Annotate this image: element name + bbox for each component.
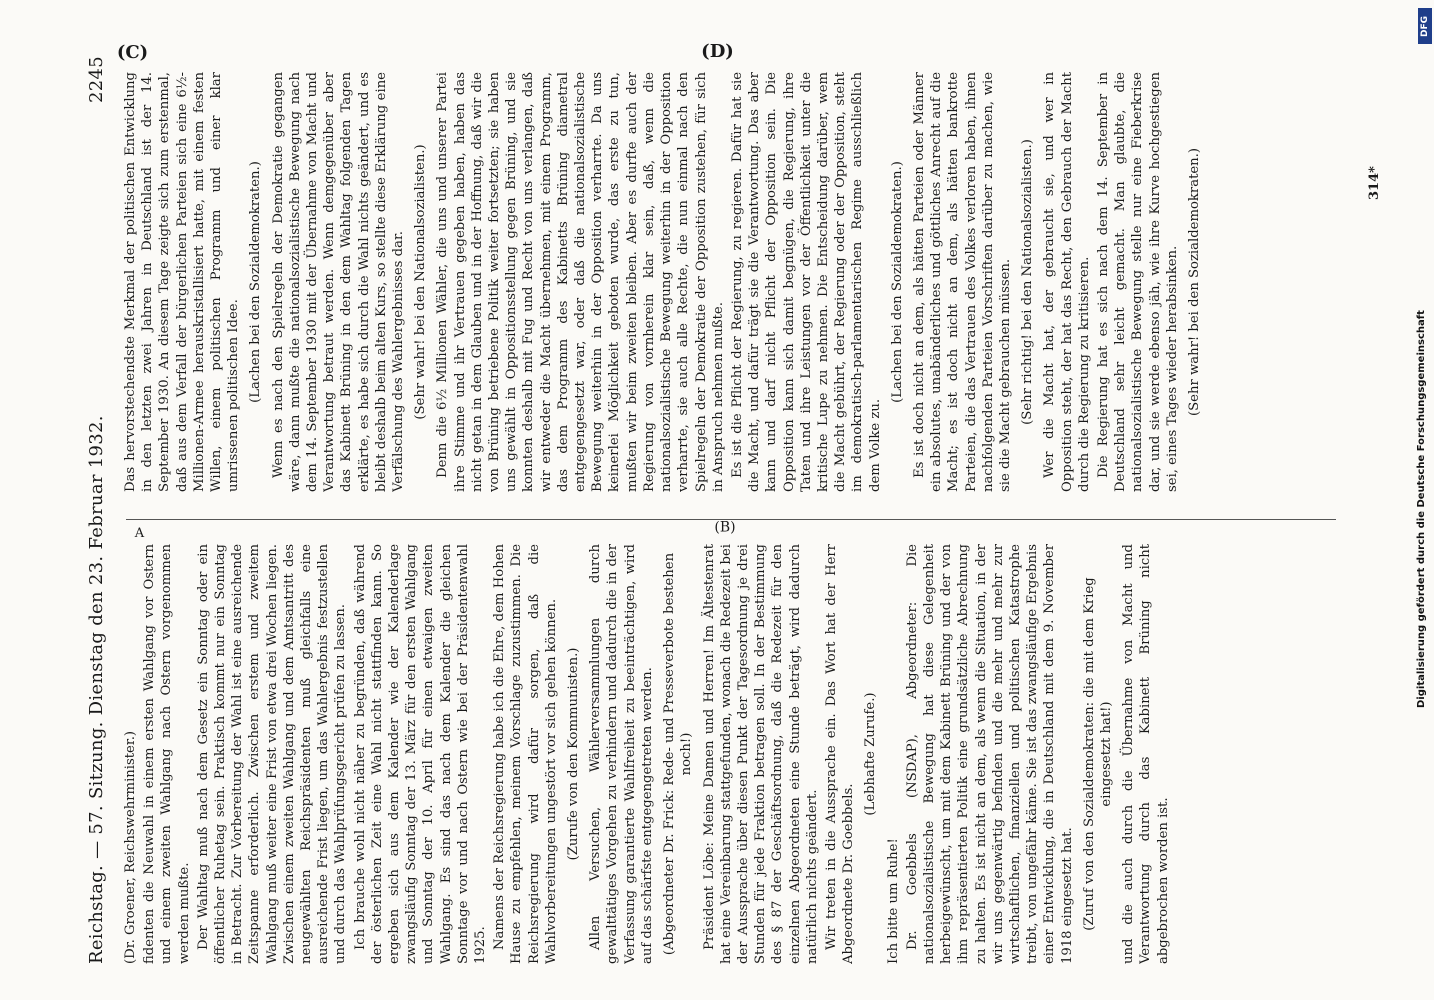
rotated-page-content [82, 41, 1402, 970]
paragraph: (Abgeordneter Dr. Frick: Rede- und Presseverbote bestehen noch!) [662, 552, 695, 956]
paragraph: fidenten die Neuwahl in einem ersten Wahlgang vor Ostern und einem zweiten Wahlgang nach Ostern vorgenommen werden mußte. [142, 544, 192, 964]
paragraph: Es ist die Pflicht der Regierung, zu regieren. Dafür hat sie die Macht, und dafür trägt sie die Verantwortung. Das aber kann und darf nicht Pflicht der Opposition sein. Die Opposition kann sich damit begnügen, die Regierung, ihre Taten und ihre Leistungen vor der Öffentlichkeit unter die kritische Lupe zu nehmen. Die Entscheidung darüber, wem die Macht gebührt, der Regierung oder der Opposition, steht im demokratisch-parlamentarischen Regime ausschließlich dem Volke zu. [729, 72, 883, 492]
margin-marker-c: (C) [116, 41, 149, 63]
paragraph: Das hervorstechendste Merkmal der politischen Entwicklung in den letzten zwei Jahren in Deutschland ist der 14. September 1930. An diesem Tage zeigte sich zum erstenmal, daß aus dem Verfall der bürgerlichen Parteien sich eine 6½-Millionen-Armee herauskristallisiert hatte, mit einem festen Willen, einem politischen Programm und einer klar umrissenen politischen Idee. [123, 72, 242, 492]
paragraph: (Sehr wahr! bei den Sozialdemokraten.) [1186, 148, 1202, 416]
left-text-column [122, 544, 1352, 964]
paragraph: Allen Versuchen, Wählerversammlungen durch gewalttätiges Vorgehen zu verhindern und dadurch die in der Verfassung garantierte Wahlfreiheit zu beeinträchtigen, wird auf das schärfste entgegengetreten werden. [588, 544, 655, 964]
paragraph: Namens der Reichsregierung habe ich die Ehre, dem Hohen Hause zu empfehlen, meinem Vorschlage zuzustimmen. Die Reichsregierung wird dafür sorgen, daß die Wahlvorbereitungen ungestört vor sich gehen können. [492, 544, 559, 964]
paragraph: Präsident Löbe: Meine Damen und Herren! Im Ältestenrat hat eine Vereinbarung stattgefunden, wonach die Redezeit bei der Aussprache über diesen Punkt der Tagesordnung je drei Stunden für jede Fraktion betragen soll. In der Bestimmung des § 87 der Geschäftsordnung, daß die Redezeit für den einzelnen Abgeordneten eine Stunde beträgt, wird dadurch natürlich nichts geändert. [701, 544, 820, 964]
paragraph: Denn die 6½ Millionen Wähler, die uns und unserer Partei ihre Stimme und ihr Vertrauen gegeben haben, haben das nicht getan in dem Glauben und in der Hoffnung, daß wir die von Brüning betriebene Politik weiter fortsetzten; sie haben uns gewählt in Oppositionsstellung gegen Brüning, und sie konnten deshalb mit Fug und Recht von uns verlangen, daß wir entweder die Macht übernehmen, mit einem Programm, das dem Programm des Kabinetts Brüning diametral entgegengesetzt war, oder daß die nationalsozialistische Bewegung weiterhin in der Opposition verharrte. Da uns keinerlei Möglichkeit geboten wurde, das erste zu tun, mußten wir beim zweiten bleiben. Aber es durfte auch der Regierung von vornherein klar sein, daß, wenn die nationalsozialistische Bewegung weiterhin in der Opposition verharrte, sie auch alle Rechte, die nun einmal nach den Spielregeln der Demokratie der Opposition zustehen, für sich in Anspruch nehmen mußte. [435, 72, 726, 492]
paragraph: (Dr. Groener, Reichswehrminister.) [123, 730, 138, 964]
digitization-credit: Digitalisierung gefördert durch die Deutsche Forschungsgemeinschaft [1416, 310, 1427, 708]
paragraph: (Lachen bei den Sozialdemokraten.) [889, 161, 905, 403]
paragraph: Der Wahltag muß nach dem Gesetz ein Sonntag oder ein öffentlicher Ruhetag sein. Praktisch kommt nur ein Sonntag in Betracht. Zur Vorbereitung der Wahl ist eine ausreichende Zeitspanne erforderlich. Zwischen erstem und zweitem Wahlgang muß weiter eine Frist von etwa drei Wochen liegen. Zwischen einem zweiten Wahlgang und dem Amtsantritt des neugewählten Reichspräsidenten muß gleichfalls eine ausreichende Frist liegen, um das Wahlergebnis festzustellen und durch das Wahlprüfungsgericht prüfen zu lassen. [195, 544, 349, 964]
print-signature: 314* [1367, 166, 1382, 200]
dfg-logo: DFG [1418, 8, 1432, 44]
page-number: 2245 [86, 56, 107, 104]
paragraph: (Lachen bei den Sozialdemokraten.) [248, 161, 264, 403]
running-header [82, 50, 110, 970]
paragraph: (Sehr wahr! bei den Nationalsozialisten.) [413, 144, 429, 420]
paragraph: (Lebhafte Zurufe.) [863, 692, 879, 816]
paragraph: Wir treten in die Aussprache ein. Das Wort hat der Herr Abgeordnete Dr. Goebbels. [823, 544, 857, 964]
margin-marker-d: (D) [701, 41, 734, 63]
paragraph: Wenn es nach den Spielregeln der Demokratie gegangen wäre, dann mußte die nationalsozialistische Bewegung nach dem 14. September 1930 mit der Übernahme von Macht und Verantwortung betraut werden. Wenn demgegenüber aber das Kabinett Brüning in den dem Wahltag folgenden Tagen erklärte, es habe sich durch die Wahl nichts geändert, und es bleibt deshalb beim alten Kurs, so stellte diese Erklärung eine Verfälschung des Wahlergebnisses dar. [270, 72, 407, 492]
margin-marker-a: A [134, 525, 145, 541]
paragraph: Ich bitte um Ruhe! [885, 838, 901, 964]
paragraph: (Zurufe von den Kommunisten.) [566, 647, 582, 861]
paragraph: Es ist doch nicht an dem, als hätten Parteien oder Männer ein absolutes, unabänderliches und göttliches Anrecht auf die Macht; es ist doch nicht an dem, als hätten bankrotte Parteien, die das Vertrauen des Volkes verloren haben, ihnen nachfolgenden Parteien Vorschriften darüber zu machen, wie sie die Macht gebrauchen müssen. [911, 72, 1013, 492]
header-session-date: Reichstag. — 57. Sitzung. Dienstag den 23. Februar 1932. [86, 415, 107, 964]
paragraph: und die auch durch die Übernahme von Macht und Verantwortung durch das Kabinett Brüning nicht abgebrochen worden ist. [1121, 544, 1171, 964]
paragraph: Dr. Goebbels (NSDAP), Abgeordneter: Die nationalsozialistische Bewegung hat diese Gelegenheit herbeigewünscht, um mit dem Kabinett Brüning und der von ihm repräsentierten Politik eine grundsätzliche Abrechnung zu halten. Es ist nicht an dem, als wenn die Situation, in der wir uns gegenwärtig befinden und die mehr und mehr zur wirtschaftlichen, finanziellen und politischen Katastrophe treibt, von ungefähr käme. Sie ist das zwangsläufige Ergebnis einer Entwicklung, die in Deutschland mit dem 9. November 1918 eingesetzt hat. [904, 544, 1075, 964]
paragraph: Ich brauche wohl nicht näher zu begründen, daß während der österlichen Zeit eine Wahl nicht stattfinden kann. So ergeben sich aus dem Kalender wie der Kalenderlage zwangsläufig Sonntag der 13. März für den ersten Wahlgang und Sonntag der 10. April für einen etwaigen zweiten Wahlgang. Es sind das nach dem Kalender die gleichen Sonntage vor und nach Ostern wie bei der Präsidentenwahl 1925. [352, 544, 489, 964]
paragraph: (Sehr richtig! bei den Nationalsozialisten.) [1020, 139, 1036, 425]
paragraph: (Zuruf von den Sozialdemokraten: die mit dem Krieg eingesetzt hat!) [1081, 577, 1114, 931]
paragraph: Wer die Macht hat, der gebraucht sie, und wer in Opposition steht, der hat das Recht, den Gebrauch der Macht durch die Regierung zu kritisieren. [1042, 72, 1092, 492]
paragraph: Die Regierung hat es sich nach dem 14. September in Deutschland sehr leicht gemacht. Man glaubte, die nationalsozialistische Bewegung stelle nur eine Fieberkrise dar, und sie werde ebenso jäh, wie ihre Kurve hochgestiegen sei, eines Tages wieder herabsinken. [1095, 72, 1180, 492]
margin-marker-b: (B) [714, 519, 736, 536]
right-text-column [122, 72, 1352, 492]
